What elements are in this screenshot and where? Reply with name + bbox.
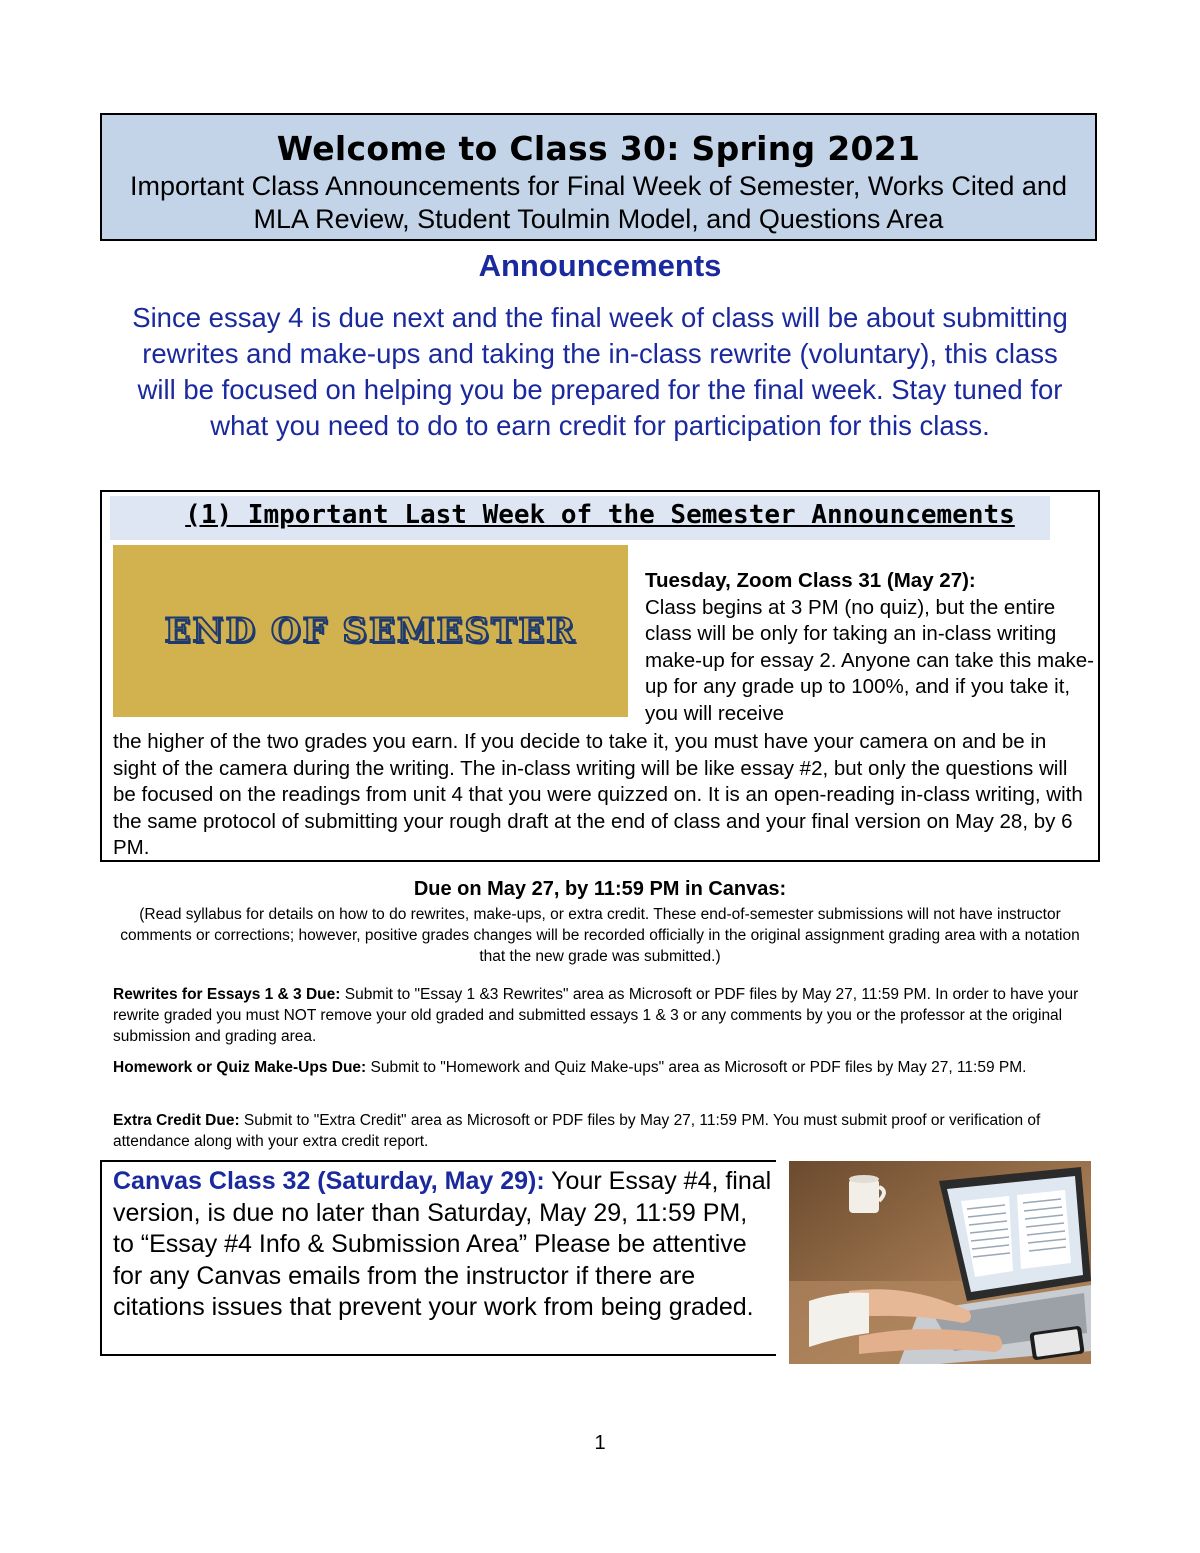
- class32-label: Canvas Class 32 (Saturday, May 29):: [113, 1167, 545, 1195]
- rewrites-text: Submit to "Essay 1 &3 Rewrites" area as Microsoft or PDF files by May 27, 11:59 PM. In order to have your rewrite graded you must NOT remove your old graded and submitted essays 1 & 3 or any comments by you or the professor at the original submission and grading area.: [113, 986, 1079, 1045]
- homework-label: Homework or Quiz Make-Ups Due:: [113, 1059, 367, 1076]
- page-title: Welcome to Class 30: Spring 2021: [276, 129, 921, 168]
- header-box: [100, 113, 1097, 241]
- homework-paragraph: [113, 1057, 1088, 1078]
- announcements-body: Since essay 4 is due next and the final week of class will be about submitting rewrites and make-ups and taking the in-class rewrite (voluntary), this class will be focused on helping you be prepared for the final week. Stay tuned for what you need to do to earn credit for participation for this class.: [132, 302, 1068, 441]
- page-subtitle: Important Class Announcements for Final Week of Semester, Works Cited and MLA Review, Student Toulmin Model, and Questions Area: [130, 171, 1067, 234]
- due-heading: Due on May 27, by 11:59 PM in Canvas:: [413, 878, 787, 900]
- page-number: 1: [594, 1432, 606, 1454]
- extra-credit-paragraph: [113, 1110, 1088, 1152]
- extra-credit-text: Submit to "Extra Credit" area as Microsoft or PDF files by May 27, 11:59 PM. You must submit proof or verification of attendance along with your extra credit report.: [113, 1112, 1041, 1150]
- class32-announcement: [113, 1166, 773, 1324]
- announcements-heading: Announcements: [478, 248, 722, 283]
- rewrites-label: Rewrites for Essays 1 & 3 Due:: [113, 986, 341, 1003]
- due-note: (Read syllabus for details on how to do rewrites, make-ups, or extra credit. These end-of-semester submissions will not have instructor comments or corrections; however, positive grades changes will be recorded officially in the original assignment grading area with a notation that the new grade was submitted.): [120, 906, 1080, 965]
- class32-text: Your Essay #4, final version, is due no later than Saturday, May 29, 11:59 PM, to “Essay #4 Info & Submission Area” Please be attentive for any Canvas emails from the instructor if there are citations issues that prevent your work from being graded.: [113, 1167, 772, 1321]
- banner-text: END OF SEMESTER: [164, 611, 577, 651]
- tuesday-label: Tuesday, Zoom Class 31 (May 27):: [645, 569, 976, 592]
- tuesday-text-continued: the higher of the two grades you earn. If you decide to take it, you must have your camera on and be in sight of the camera during the writing. The in-class writing will be like essay #2, but only the questions will be focused on the readings from unit 4 that you were quizzed on. It is an open-reading in-class writing, with the same protocol of submitting your rough draft at the end of class and your final version on May 28, by 6 PM.: [113, 730, 1083, 859]
- extra-credit-label: Extra Credit Due:: [113, 1112, 240, 1129]
- laptop-photo: [789, 1161, 1091, 1364]
- section1-title: (1) Important Last Week of the Semester Announcements: [185, 500, 1015, 530]
- homework-text: Submit to "Homework and Quiz Make-ups" area as Microsoft or PDF files by May 27, 11:59 PM.: [366, 1059, 1027, 1076]
- rewrites-paragraph: [113, 984, 1088, 1047]
- tuesday-text: Class begins at 3 PM (no quiz), but the entire class will be only for taking an in-class writing make-up for essay 2. Anyone can take this make-up for any grade up to 100%, and if you take it, you will receive: [645, 595, 1094, 725]
- tuesday-announcement: [645, 568, 1095, 727]
- end-of-semester-banner: [113, 545, 628, 717]
